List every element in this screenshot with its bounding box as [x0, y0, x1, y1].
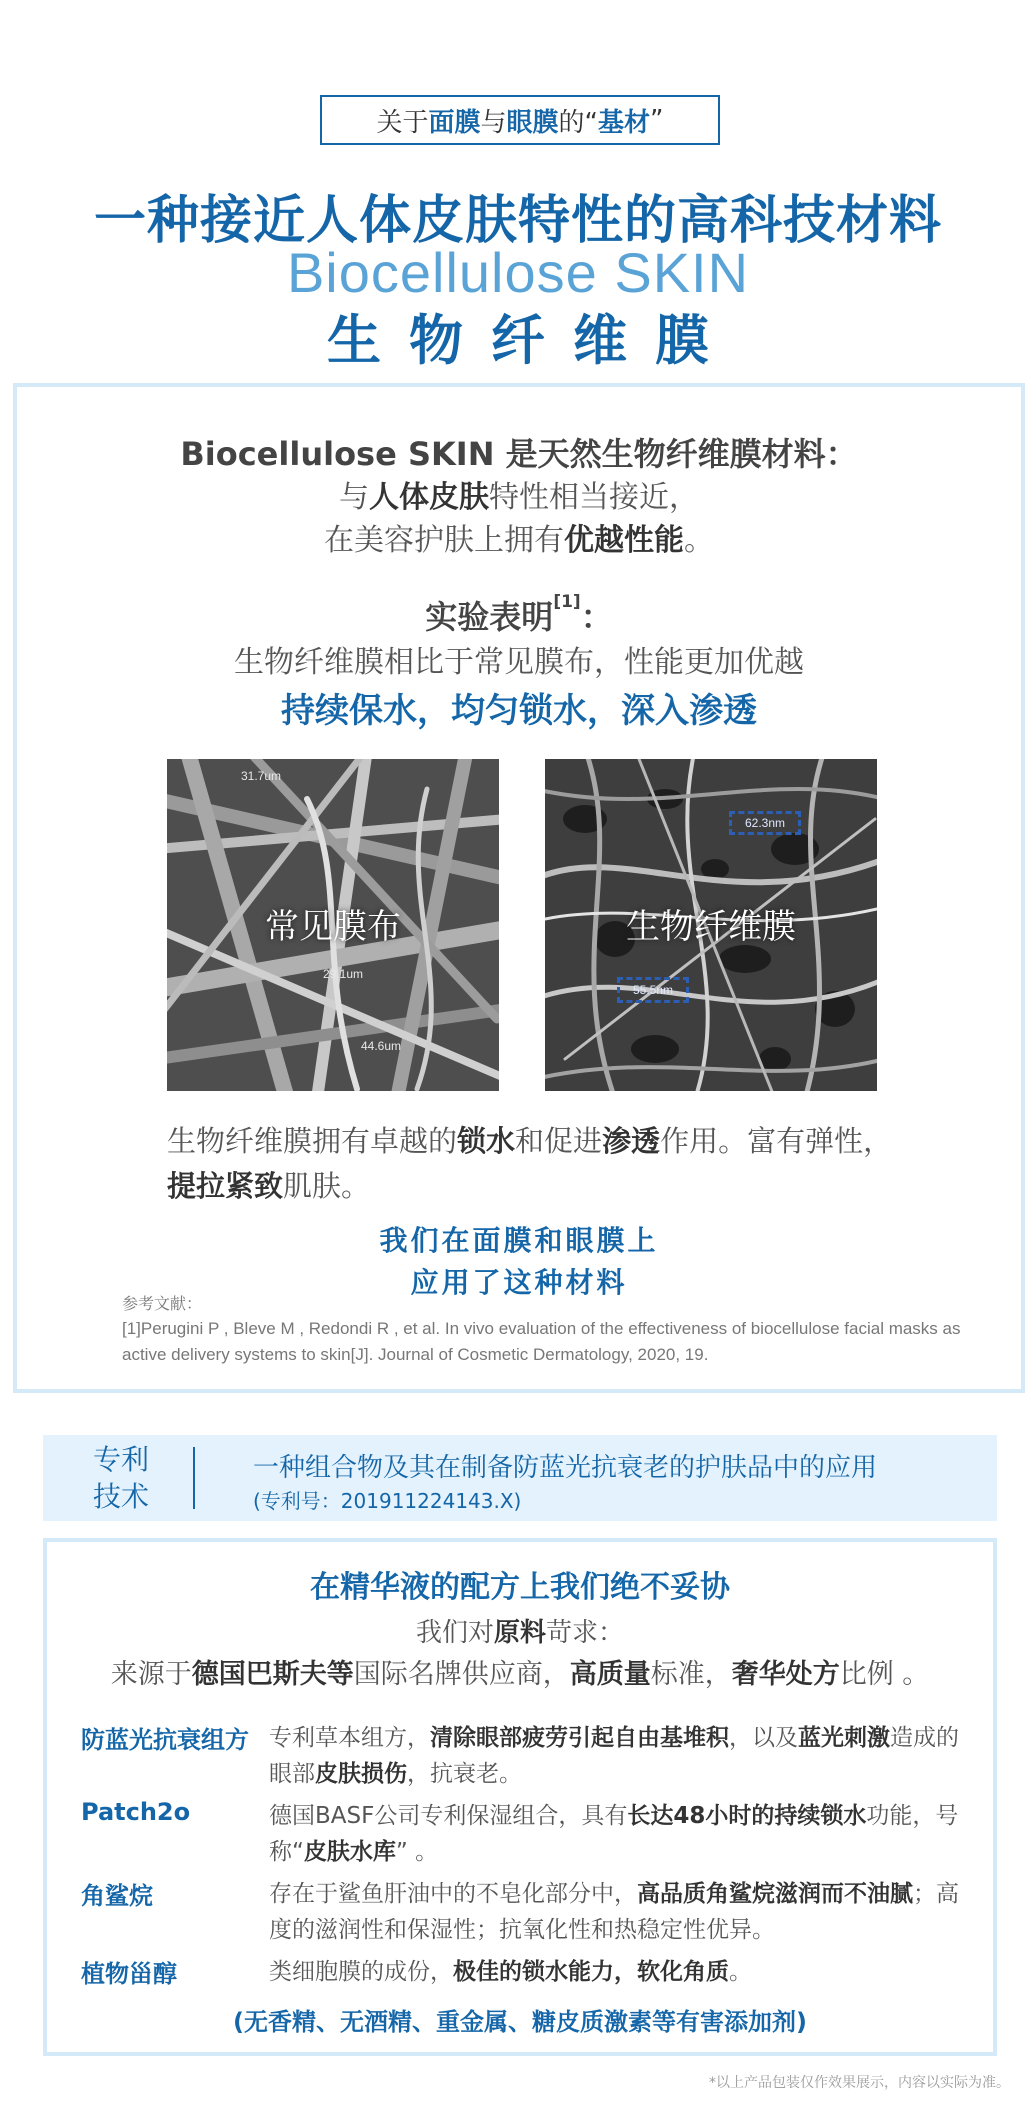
measure-box: 55.5nm — [617, 977, 689, 1003]
intro-line-2-b: 人体皮肤 — [369, 480, 489, 515]
r1-t1: 德国BASF公司专利保湿组合，具有 — [269, 1803, 628, 1829]
tag-mask: 面膜 — [428, 107, 481, 138]
r2-t1: 存在于鲨鱼肝油中的不皂化部分中， — [269, 1881, 637, 1907]
english-title: Biocellulose SKIN — [286, 241, 750, 304]
r0-t4: 蓝光刺激 — [798, 1725, 890, 1751]
measure-label: 31.7um — [241, 769, 282, 783]
src-b: 德国巴斯夫等 — [191, 1659, 354, 1690]
intro-line-2 — [17, 472, 1021, 516]
r0-t7: ，抗衰老。 — [407, 1761, 522, 1787]
additive-free-note: (无香精、无酒精、重金属、糖皮质激素等有害添加剂) — [233, 2008, 807, 2036]
src-e: 标准， — [650, 1659, 732, 1690]
src-f: 奢华处方 — [731, 1659, 840, 1690]
ingredient-desc — [269, 1954, 969, 1990]
experiment-heading-colon: ： — [580, 598, 613, 636]
src-g: 比例 。 — [839, 1659, 930, 1690]
experiment-heading-text: 实验表明 — [425, 598, 554, 636]
r0-t3: ，以及 — [729, 1725, 798, 1751]
r0-t1: 专利草本组方， — [269, 1725, 430, 1751]
r3-t1: 类细胞膜的成份， — [269, 1959, 453, 1985]
patent-number: (专利号：201911224143.X) — [253, 1489, 522, 1513]
r1-t4: 皮肤水库 — [303, 1839, 396, 1865]
tag-base-material: 基材 — [598, 107, 651, 138]
src-c: 国际名牌供应商， — [353, 1659, 570, 1690]
ingredient-name: 角鲨烷 — [81, 1882, 153, 1910]
desc-g: 肌肤。 — [283, 1169, 371, 1203]
ingredient-desc — [269, 1876, 969, 1948]
patent-label: 专利 技术 — [92, 1443, 149, 1513]
tag-eye-mask: 眼膜 — [506, 107, 559, 138]
measure-box: 62.3nm — [729, 811, 801, 835]
formula-panel — [43, 1538, 997, 2056]
intro-line-3 — [17, 515, 1021, 559]
biocellulose-micrograph — [545, 759, 877, 1091]
experiment-line: 生物纤维膜相比于常见膜布，性能更加优越 — [234, 645, 804, 680]
intro-line-2-c: 特性相当接近， — [489, 480, 699, 515]
r0-t6: 皮肤损伤 — [315, 1761, 407, 1787]
tag-and: 与 — [480, 107, 507, 138]
sub-a: 我们对 — [415, 1618, 494, 1648]
r2-t2: 高品质角鲨烷滋润而不油腻 — [637, 1881, 913, 1907]
ingredient-desc — [269, 1798, 969, 1870]
topic-tag — [320, 95, 720, 145]
r1-t2: 长达48小时的持续锁水 — [627, 1803, 867, 1829]
desc-e: 作用。富有弹性， — [660, 1124, 893, 1158]
tag-suffix: ” — [650, 105, 664, 135]
r3-t2: 极佳的锁水能力，软化角质 — [453, 1959, 729, 1985]
main-title: 一种接近人体皮肤特性的高科技材料 — [93, 191, 942, 251]
r2-t3: ；高度的滋润性和保湿性；抗氧化性和热稳定性优异。 — [269, 1881, 959, 1943]
reference-text: [1]Perugini P , Bleve M , Redondi R , et al. In vivo evaluation of the effectiveness of biocellulose facial masks as active delivery systems to skin[J]. Journal of Cosmetic Dermatology, 2020, 19. — [122, 1319, 961, 1364]
r1-t5: ” 。 — [395, 1839, 439, 1865]
sub-c: 苛求： — [546, 1618, 625, 1648]
ingredient-desc — [269, 1720, 969, 1792]
measure-label: 29.1um — [323, 967, 364, 981]
biocellulose-description — [167, 1119, 897, 1209]
intro-line-2-a: 与 — [339, 480, 369, 515]
patent-divider — [193, 1447, 195, 1509]
formula-subtitle — [47, 1612, 993, 1649]
r3-t3: 。 — [729, 1959, 752, 1985]
r0-t2: 清除眼部疲劳引起自由基堆积 — [430, 1725, 729, 1751]
disclaimer-footnote: *以上产品包装仅作效果展示，内容以实际为准。 — [709, 2075, 1010, 2091]
desc-a: 生物纤维膜拥有卓越的 — [167, 1124, 458, 1158]
tag-prefix: 关于 — [376, 107, 429, 138]
biocellulose-label: 生物纤维膜 — [626, 907, 796, 947]
src-d: 高质量 — [569, 1659, 651, 1690]
reference-title: 参考文献： — [122, 1294, 203, 1313]
common-mask-micrograph — [167, 759, 499, 1091]
application-line-1: 我们在面膜和眼膜上 — [379, 1224, 659, 1257]
intro-line-1: Biocellulose SKIN 是天然生物纤维膜材料： — [180, 435, 858, 473]
patent-band — [43, 1435, 997, 1521]
ingredient-name: Patch2o — [81, 1798, 191, 1826]
experiment-heading — [17, 592, 1021, 638]
desc-d: 渗透 — [602, 1124, 661, 1158]
citation-marker: [1] — [553, 592, 581, 612]
intro-line-3-b: 优越性能 — [564, 523, 684, 558]
chinese-title: 生物纤维膜 — [327, 309, 737, 372]
intro-line-3-a: 在美容护肤上拥有 — [324, 523, 564, 558]
measure-label: 44.6um — [361, 1039, 402, 1053]
src-a: 来源于 — [110, 1659, 192, 1690]
common-mask-label: 常见膜布 — [265, 907, 401, 947]
desc-f: 提拉紧致 — [167, 1169, 284, 1203]
desc-c: 和促进 — [515, 1124, 603, 1158]
r1-t3: 功能，号称“ — [269, 1803, 959, 1865]
formula-source — [47, 1652, 993, 1691]
intro-line-3-c: 。 — [684, 523, 714, 558]
r0-t5: 造成的眼部 — [269, 1725, 959, 1787]
ingredient-name: 防蓝光抗衰组方 — [81, 1726, 249, 1754]
application-line-2: 应用了这种材料 — [410, 1266, 628, 1299]
biocellulose-panel — [13, 383, 1025, 1393]
sub-b: 原料 — [493, 1618, 546, 1648]
benefit-highlight: 持续保水，均匀锁水，深入渗透 — [281, 691, 757, 731]
patent-title: 一种组合物及其在制备防蓝光抗衰老的护肤品中的应用 — [253, 1453, 878, 1483]
ingredient-name: 植物甾醇 — [81, 1960, 177, 1988]
desc-b: 锁水 — [457, 1124, 516, 1158]
formula-title: 在精华液的配方上我们绝不妥协 — [310, 1570, 730, 1605]
tag-of: 的“ — [558, 107, 599, 138]
